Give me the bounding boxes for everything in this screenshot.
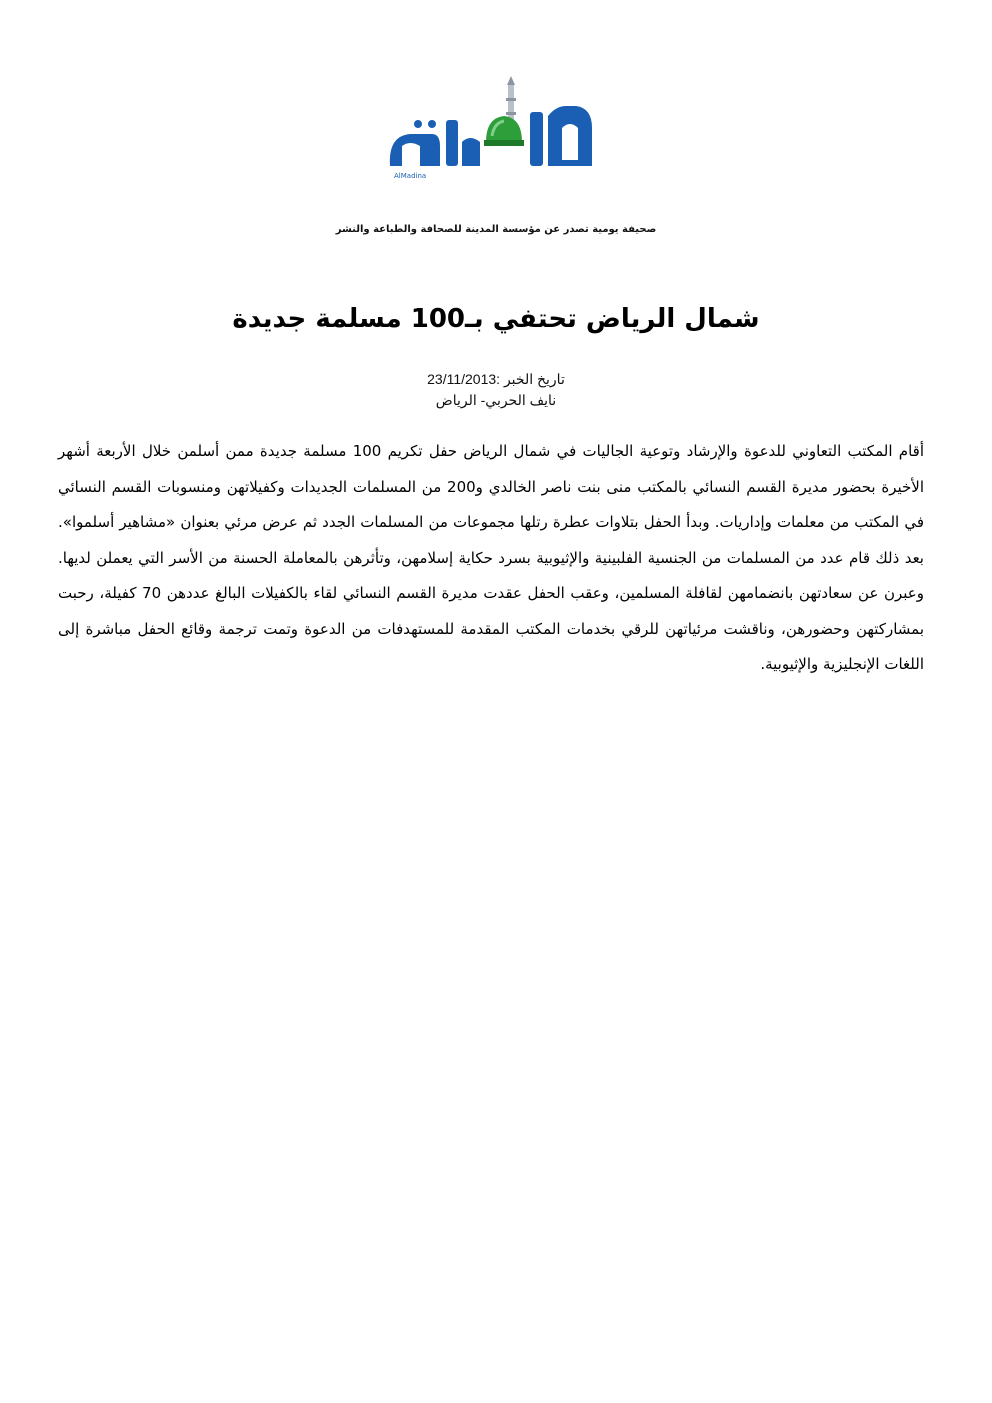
article-date: تاريخ الخبر :23/11/2013: [427, 371, 565, 387]
newspaper-logo: [380, 76, 600, 182]
article-byline: نايف الحربي- الرياض: [435, 392, 557, 408]
logo-graphic: [380, 76, 600, 182]
logo-latin-text: AlMadina: [394, 172, 427, 180]
article-headline: شمال الرياض تحتفي بـ100 مسلمة جديدة: [232, 304, 760, 334]
masthead-tagline: صحيفة يومية تصدر عن مؤسسة المدينة للصحافة والطباعة والنشر: [335, 224, 657, 235]
article-body: أقام المكتب التعاوني للدعوة والإرشاد وتوعية الجاليات في شمال الرياض حفل تكريم 100 مسلمة جديدة ممن أسلمن خلال الأربعة أشهر الأخيرة بحضور مديرة القسم النسائي بالمكتب منى بنت ناصر الخالدي و200 من المسلمات الجديدات وكفيلاتهن ومنسوبات القسم النسائي في المكتب من معلمات وإداريات. وبدأ الحفل بتلاوات عطرة رتلها مجموعات من المسلمات الجدد ثم عرض مرئي بعنوان «مشاهير أسلموا». بعد ذلك قام عدد من المسلمات من الجنسية الفلبينية والإثيوبية بسرد حكاية إسلامهن، وتأثرهن بالمعاملة الحسنة من الأسر التي يعملن لديها. وعبرن عن سعادتهن بانضمامهن لقافلة المسلمين، وعقب الحفل عقدت مديرة القسم النسائي لقاء بالكفيلات البالغ عددهن 70 كفيلة، رحبت بمشاركتهن وحضورهن، وناقشت مرئياتهن للرقي بخدمات المكتب المقدمة للمستهدفات من الدعوة وتمت ترجمة وقائع الحفل مباشرة إلى اللغات الإنجليزية والإثيوبية.: [58, 442, 925, 673]
